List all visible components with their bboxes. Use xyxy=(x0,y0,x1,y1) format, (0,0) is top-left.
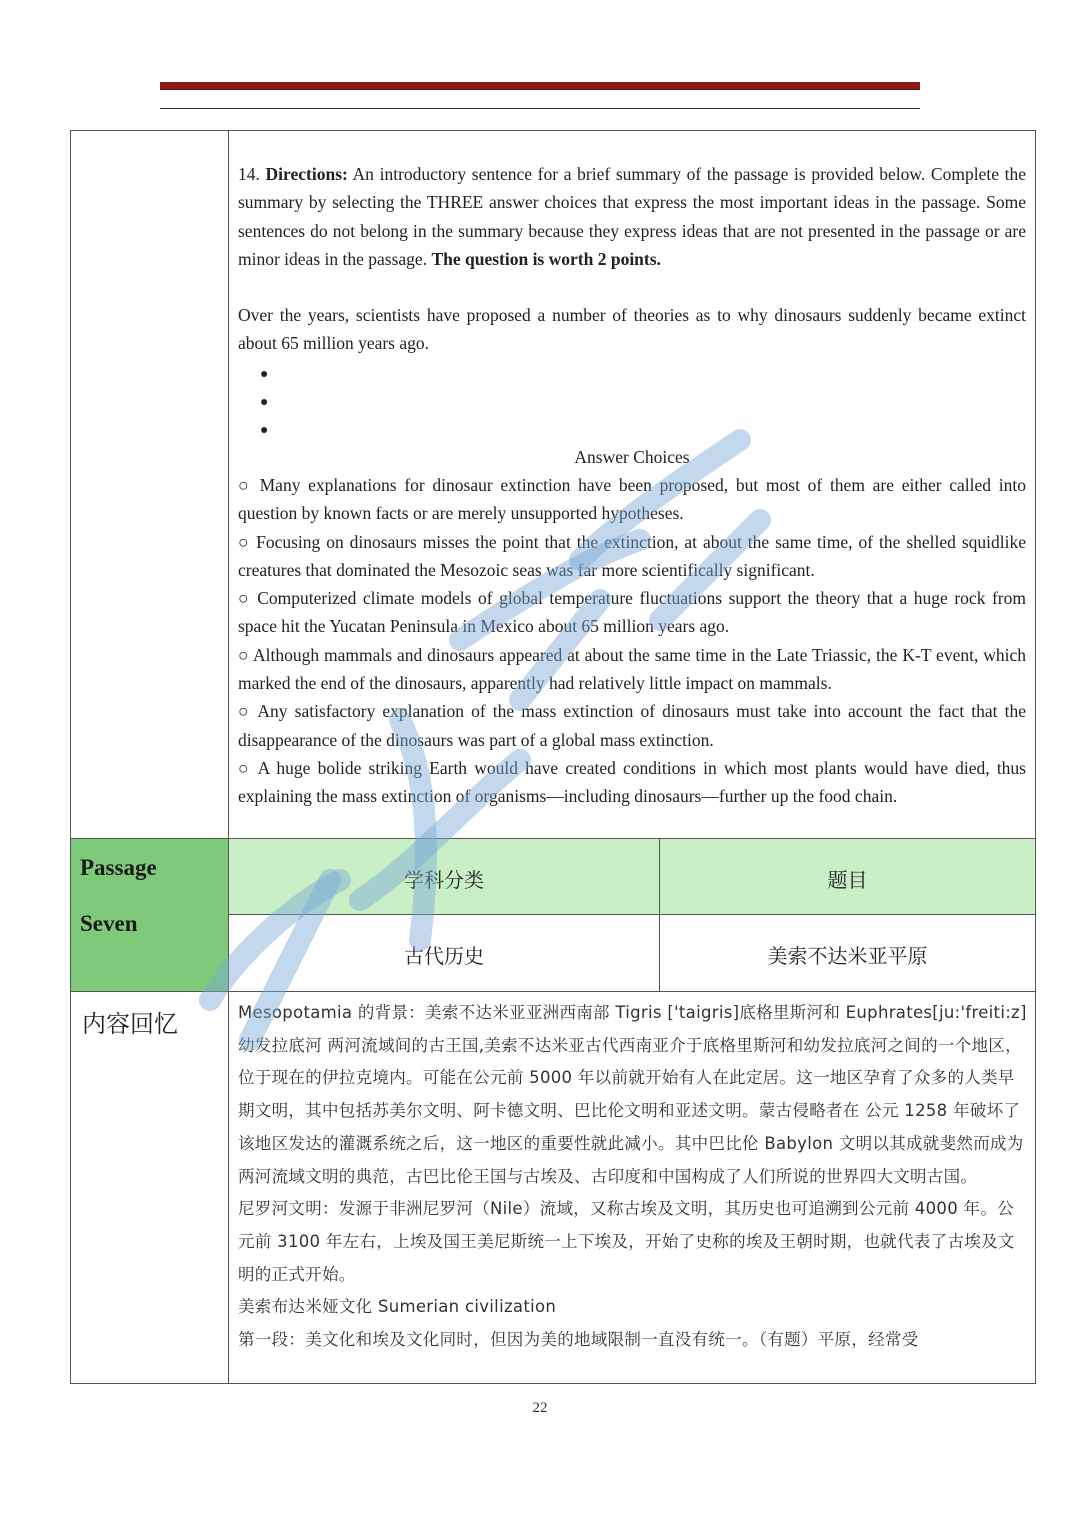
answer-choices-title: Answer Choices xyxy=(574,446,690,467)
header-thin-rule xyxy=(160,108,920,109)
answer-choice[interactable]: ○ Many explanations for dinosaur extinction have been proposed, but most of them are either called into question by known facts or are merely unsupported hypotheses. xyxy=(238,474,1026,524)
summary-blank[interactable] xyxy=(260,358,1026,386)
summary-blank[interactable] xyxy=(260,414,1026,442)
answer-choice[interactable]: ○ A huge bolide striking Earth would have created conditions in which most plants would have died, thus explaining the mass extinction of organisms—including dinosaurs—further up the food chain. xyxy=(238,757,1026,807)
topic-value: 美索不达米亚平原 xyxy=(767,944,928,968)
answer-choice[interactable]: ○ Any satisfactory explanation of the mass extinction of dinosaurs must take into account the fact that the disappearance of the dinosaurs was part of a global mass extinction. xyxy=(238,701,1026,750)
table-column-divider xyxy=(228,130,229,1384)
summary-blank[interactable] xyxy=(260,386,1026,414)
answer-choice[interactable]: ○ Although mammals and dinosaurs appeared at about the same time in the Late Triassic, the K-T event, which marked the end of the dinosaurs, apparently had relatively little impact on mammals. xyxy=(238,644,1026,694)
answer-choice[interactable]: ○ Focusing on dinosaurs misses the point that the extinction, at about the same time, of the shelled squidlike creatures that dominated the Mesozoic seas was far more scientifically significant. xyxy=(238,531,1026,580)
recall-label: 内容回忆 xyxy=(82,1010,178,1038)
page-number: 22 xyxy=(532,1400,548,1416)
row-divider xyxy=(228,914,1036,915)
passage-label-number: Seven xyxy=(80,911,138,936)
directions-label: Directions: xyxy=(265,164,348,184)
recall-paragraph: 尼罗河文明：发源于非洲尼罗河（Nile）流域，又称古埃及文明，其历史也可追溯到公元前 4000 年。公元前 3100 年左右，上埃及国王美尼斯统一上下埃及，开始了史称的埃及王朝时期，也就代表了古埃及文明的正式开始。 xyxy=(238,1199,1015,1284)
question-14 xyxy=(238,160,1026,811)
worth-note: The question is worth 2 points. xyxy=(431,248,661,269)
recall-paragraph: Mesopotamia 的背景：美索不达米亚亚洲西南部 Tigris ['taigris]底格里斯河和 Euphrates[ju:'freiti:z] 幼发拉底河 两河流域间的古王国,美索不达米亚古代西南亚介于底格里斯河和幼发拉底河之间的一个地区，位于现在的伊拉克境内。可能在公元前 5000 年以前就开始有人在此定居。这一地区孕育了众多的人类早期文明，其中包括苏美尔文明、阿卡德文明、巴比伦文明和亚述文明。蒙古侵略者在 公元 1258 年破坏了该地区发达的灌溉系统之后，这一地区的重要性就此减小。其中巴比伦 Babylon 文明以其成就斐然而成为两河流域文明的典范，古巴比伦王国与古埃及、古印度和中国构成了人们所说的世界四大文明古国。 xyxy=(238,1003,1027,1186)
recall-paragraph: 美索布达米娅文化 Sumerian civilization xyxy=(238,1297,557,1317)
subject-header: 学科分类 xyxy=(404,868,484,892)
answer-choice[interactable]: ○ Computerized climate models of global temperature fluctuations support the theory that a huge rock from space hit the Yucatan Peninsula in Mexico about 65 million years ago. xyxy=(238,588,1026,637)
topic-header: 题目 xyxy=(827,868,868,892)
row-divider xyxy=(70,991,1036,992)
directions-text: An introductory sentence for a brief summary of the passage is provided below. Complete the summary by selecting the THREE answer choices that express the most important ideas in the passage. Some sentences do not belong in the summary because they express ideas that are not presented in the passage or are minor ideas in the passage. xyxy=(238,164,1027,269)
recall-content xyxy=(238,997,1028,1357)
directions-paragraph: 14. Directions: An introductory sentence for a brief summary of the passage is provided below. Complete the summary by selecting the THREE answer choices that express the most important ideas in the passage. Some sentences do not belong in the summary because they express ideas that are not presented in the passage or are minor ideas in the passage. The question is worth 2 points. xyxy=(238,164,1027,269)
recall-paragraph: 第一段：美文化和埃及文化同时，但因为美的地域限制一直没有统一。（有题）平原，经常受 xyxy=(238,1330,919,1350)
header-thick-rule xyxy=(160,82,920,90)
passage-label: Passage xyxy=(80,855,157,880)
intro-sentence: Over the years, scientists have proposed a number of theories as to why dinosaurs suddenly became extinct about 65 million years ago. xyxy=(238,305,1026,354)
subject-value: 古代历史 xyxy=(404,944,484,968)
summary-blanks xyxy=(238,358,1026,443)
